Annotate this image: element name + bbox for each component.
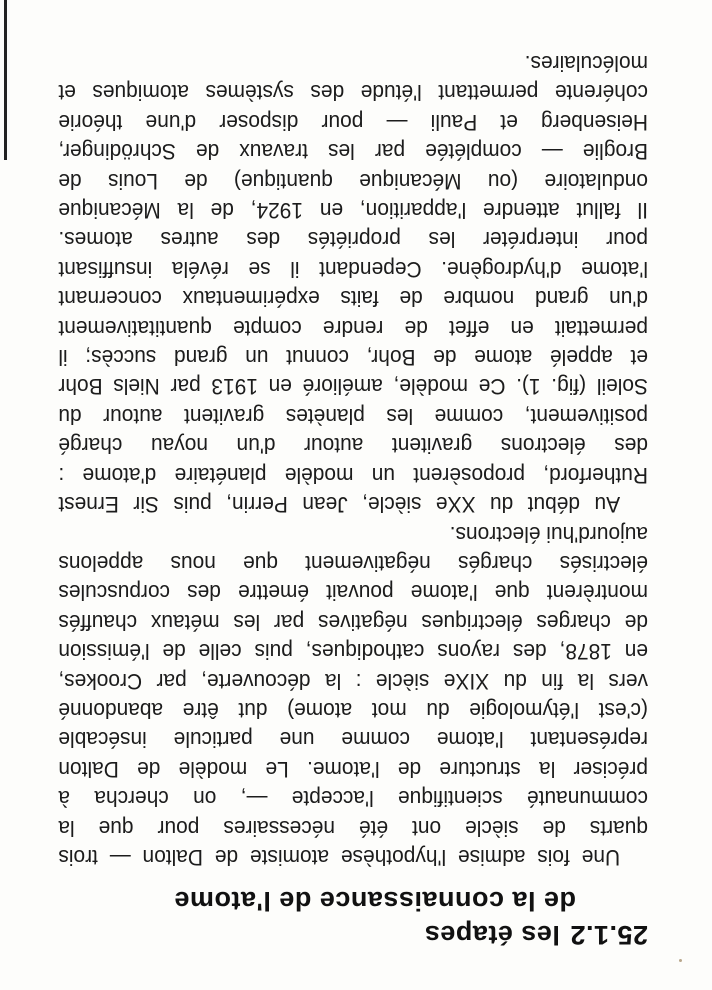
paper-speck [679, 959, 682, 962]
text-line: Une fois admise l'hypothèse atomiste de Dalton — trois [58, 845, 621, 870]
text-line: pour interpréter les propriétés des autres atomes. [58, 227, 648, 253]
text-line: quarts de siècle ont été nécessaires pour que la [58, 815, 648, 841]
text-line: montrèrent que l'atome pouvait émettre des corpuscules [58, 580, 648, 606]
text-line: en 1878, des rayons cathodiques, puis celle de l'émission [58, 639, 648, 665]
text-line: Soleil (fig. 1). Ce modèle, amélioré en 1913 par Niels Bohr [58, 374, 648, 400]
text-line: Au début du XXe siècle, Jean Perrin, puis Sir Ernest [58, 492, 621, 518]
text-line: Heisenberg et Pauli — pour disposer d'une théorie [58, 109, 648, 135]
text-line: d'un grand nombre de faits expérimentaux concernant [58, 286, 648, 312]
paragraph-dalton [58, 519, 648, 872]
text-line: communauté scientifique l'accepte —, on chercha à [58, 786, 648, 812]
text-line: des électrons gravitent autour d'un noyau chargé [58, 433, 648, 459]
text-line: permettait en effet de rendre compte quantitativement [58, 315, 648, 341]
text-line: Broglie — complétée par les travaux de Schrödinger, [58, 139, 648, 165]
section-title-line1: les étapes [424, 920, 560, 950]
text-line: ondulatoire (ou Mécanique quantique) de Louis de [58, 168, 648, 194]
text-line: préciser la structure de l'atome. Le modèle de Dalton [58, 756, 648, 782]
text-line: électrisés chargés négativement que nous appelons [58, 550, 648, 576]
page-content [58, 49, 648, 952]
section-heading [58, 884, 648, 952]
section-number: 25.1.2 [569, 920, 648, 950]
text-line: l'atome d'hydrogène. Cependant il se révéla insuffisant [58, 256, 648, 282]
text-line: cohérente permettant l'étude des systèmes atomiques et [58, 80, 648, 106]
text-line: vers la fin du XIXe siècle : la découverte, par Crookes, [58, 668, 648, 694]
text-line: positivement, comme les planètes gravitent autour du [58, 403, 648, 429]
margin-rule [4, 0, 7, 160]
text-line: moléculaires. [524, 51, 648, 77]
text-line: Rutherford, proposèrent un modèle planétaire d'atome : [58, 462, 648, 488]
section-title-line2: de la connaissance de l'atome [173, 886, 576, 916]
text-line: (c'est l'étymologie du mot atome) dut être abandonné [58, 697, 648, 723]
text-line: représentant l'atome comme une particule insécable [58, 727, 648, 753]
text-line: de charges électriques négatives par les métaux chauffés [58, 609, 648, 635]
text-line: et appelé atome de Bohr, connut un grand succès; il [58, 345, 648, 371]
text-line: Il fallut attendre l'apparition, en 1924, de la Mécanique [58, 198, 648, 224]
paragraph-bohr [58, 49, 648, 520]
text-line: aujourd'hui électrons. [449, 521, 648, 547]
